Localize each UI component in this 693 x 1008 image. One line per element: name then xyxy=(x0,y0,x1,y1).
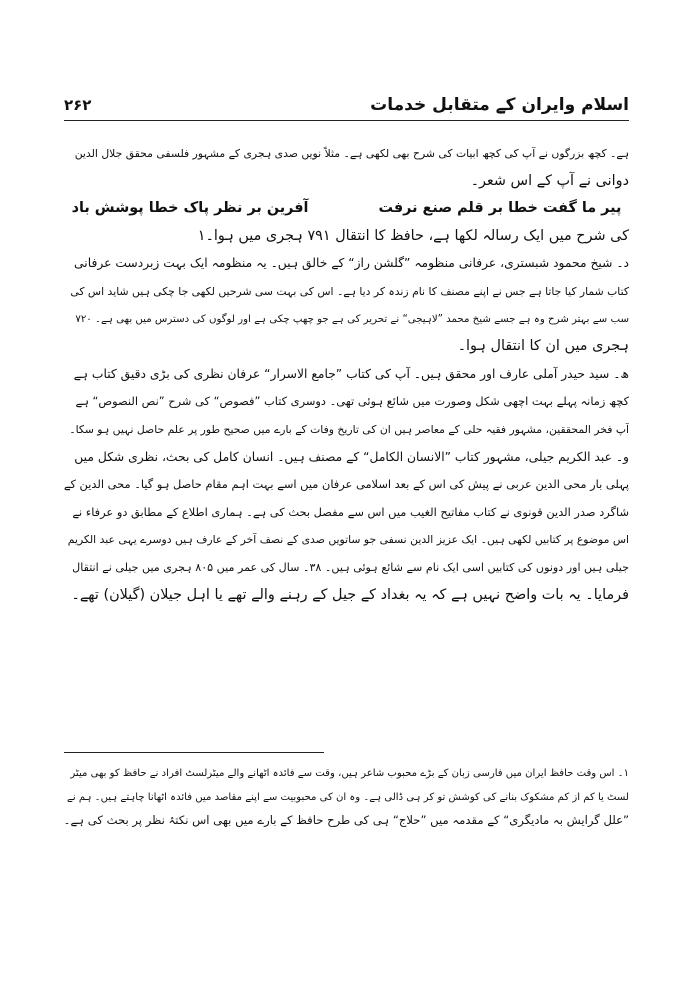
footnote-line: ”علل گرایش بہ مادیگری“ کے مقدمہ میں ”حلاج“ ہی کی طرح حافظ کے بارے میں بھی اس نکتۂ نظر پر بحث کی ہے۔ xyxy=(64,813,629,827)
text-line: کچھ زمانہ پہلے بہت اچھی شکل وصورت میں شائع ہوئی تھی۔ دوسری کتاب ”فصوص“ کی شرح ”نص النصوص“ ہے xyxy=(75,394,629,409)
text-line: ہے۔ کچھ بزرگوں نے آپ کی کچھ ابیات کی شرح بھی لکھی ہے۔ مثلاً نویں صدی ہجری کے مشہور فلسفی محقق جلال الدین xyxy=(74,147,629,160)
footnote-line: ۱۔ اس وقت حافظ ایران میں فارسی زبان کے بڑے محبوب شاعر ہیں، وقت سے فائدہ اٹھانے والے میٹرلسٹ افراد نے حافظ کو بھی میٹر xyxy=(70,768,629,779)
page-number: ۲۶۲ xyxy=(64,96,92,114)
footnote-divider xyxy=(64,752,324,753)
main-text xyxy=(64,140,629,609)
couplet-first-hemistich: پیر ما گفت خطا بر قلم صنع نرفت xyxy=(378,200,622,217)
text-line: پہلی بار محی الدین عربی نے پیش کی اس کے بعد اسلامی عرفان میں اسے بہت اہم مقام حاصل ہو گیا۔ محی الدین کے xyxy=(64,477,629,492)
poetry-couplet xyxy=(64,195,629,223)
text-line: ھ۔ سید حیدر آملی عارف اور محقق ہیں۔ آپ کی کتاب ”جامع الاسرار“ عرفان نظری کی بڑی دقیق کتاب ہے xyxy=(73,366,629,381)
text-line: اس موضوع پر کتابیں لکھی ہیں۔ ایک عزیز الدین نسفی جو ساتویں صدی کے نصف آخر کے عارف ہیں دوسرے یہی عبد الکریم xyxy=(67,533,629,547)
text-line: دوانی نے آپ کے اس شعر۔ xyxy=(470,172,629,189)
text-line: جیلی ہیں اور دونوں کی کتابیں اسی ایک نام سے شائع ہوئی ہیں۔ ۳۸۔ سال کی عمر میں ۸۰۵ ہجری میں جیلی نے انتقال xyxy=(72,560,629,574)
footnote-line: لسٹ یا کم از کم مشکوک بنانے کی کوشش تو کر ہی ڈالی ہے۔ وہ ان کی محبوبیت سے اپنے مقاصد میں فائدہ اٹھانا چاہتے ہیں۔ ہم نے xyxy=(66,791,629,803)
text-line: کی شرح میں ایک رسالہ لکھا ہے، حافظ کا انتقال ۷۹۱ ہجری میں ہوا۔۱ xyxy=(197,227,629,244)
footnotes xyxy=(64,762,629,833)
text-line: آپ فخر المحققین، مشہور فقیہ حلی کے معاصر ہیں ان کی تاریخ وفات کے بارے میں صحیح طور پر علم حاصل نہیں ہو سکا۔ xyxy=(69,422,629,436)
running-title: اسلام وایران کے متقابل خدمات xyxy=(370,95,629,115)
text-line: سب سے بہتر شرح وہ ہے جسے شیخ محمد ”لاہیجی“ نے تحریر کی ہے جو چھپ چکی ہے اور لوگوں کی دسترس میں بھی ہے۔ ۷۲۰ xyxy=(75,313,629,325)
page-header xyxy=(64,90,629,121)
text-line: فرمایا۔ یہ بات واضح نہیں ہے کہ یہ بغداد کے جیل کے رہنے والے تھے یا اہل جیلان (گیلان) تھے۔ xyxy=(71,586,629,603)
text-line: و۔ عبد الکریم جیلی، مشہور کتاب ”الانسان الکامل“ کے مصنف ہیں۔ انسان کامل کی بحث، نظری شکل میں xyxy=(74,449,629,464)
text-line: د۔ شیخ محمود شبستری، عرفانی منظومہ ”گلشن راز“ کے خالق ہیں۔ یہ منظومہ ایک بہت زبردست عرفانی xyxy=(74,256,629,271)
text-line: شاگرد صدر الدین قونوی نے کتاب مفاتیح الغیب میں اس سے مفصل بحث کی ہے۔ ہماری اطلاع کے مطابق دو عرفاء نے xyxy=(72,504,629,519)
text-line: ہجری میں ان کا انتقال ہوا۔ xyxy=(457,338,629,355)
text-line: کتاب شمار کیا جاتا ہے جس نے اپنے مصنف کا نام زندہ کر دیا ہے۔ اس کی بہت سی شرحیں لکھی جا چکی ہیں شاید اس کی xyxy=(70,284,629,298)
couplet-second-hemistich: آفرین بر نظر پاک خطا پوشش باد xyxy=(71,200,309,217)
